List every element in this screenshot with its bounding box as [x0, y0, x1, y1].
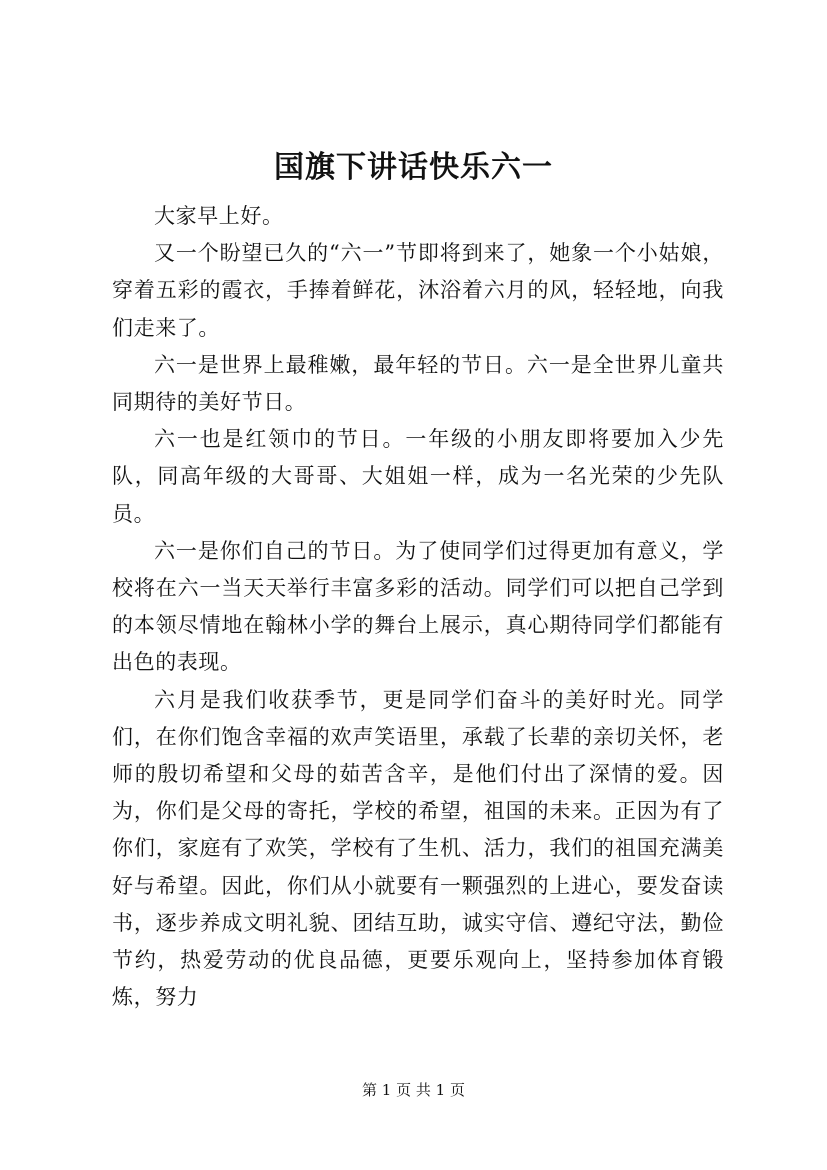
paragraph-intro: 又一个盼望已久的“六一”节即将到来了，她象一个小姑娘，穿着五彩的霞衣，手捧着鲜花，沐浴着六月的风，轻轻地，向我们走来了。 [112, 241, 724, 340]
paragraph-red-scarf: 六一也是红领巾的节日。一年级的小朋友即将要加入少先队，同高年级的大哥哥、大姐姐一样，成为一名光荣的少先队员。 [112, 427, 724, 526]
document-body [112, 198, 724, 1016]
paragraph-greeting: 大家早上好。 [154, 204, 284, 228]
paragraph-holiday: 六一是世界上最稚嫩，最年轻的节日。六一是全世界儿童共同期待的美好节日。 [112, 352, 724, 415]
paragraph-june: 六月是我们收获季节，更是同学们奋斗的美好时光。同学们，在你们饱含幸福的欢声笑语里，承载了长辈的亲切关怀，老师的殷切希望和父母的茹苦含辛，是他们付出了深情的爱。因为，你们是父母的寄托，学校的希望，祖国的未来。正因为有了你们，家庭有了欢笑，学校有了生机、活力，我们的祖国充满美好与希望。因此，你们从小就要有一颗强烈的上进心，要发奋读书，逐步养成文明礼貌、团结互助，诚实守信、遵纪守法，勤俭节约，热爱劳动的优良品德，更要乐观向上，坚持参加体育锻炼，努力 [112, 687, 724, 1010]
document-title: 国旗下讲话快乐六一 [274, 150, 553, 185]
page-number: 第 1 页 [362, 1081, 412, 1099]
paragraph-activities: 六一是你们自己的节日。为了使同学们过得更加有意义，学校将在六一当天天举行丰富多彩的活动。同学们可以把自己学到的本领尽情地在翰林小学的舞台上展示，真心期待同学们都能有出色的表现。 [112, 538, 724, 675]
page-total: 共 1 页 [415, 1081, 465, 1099]
page-footer [0, 1079, 827, 1101]
